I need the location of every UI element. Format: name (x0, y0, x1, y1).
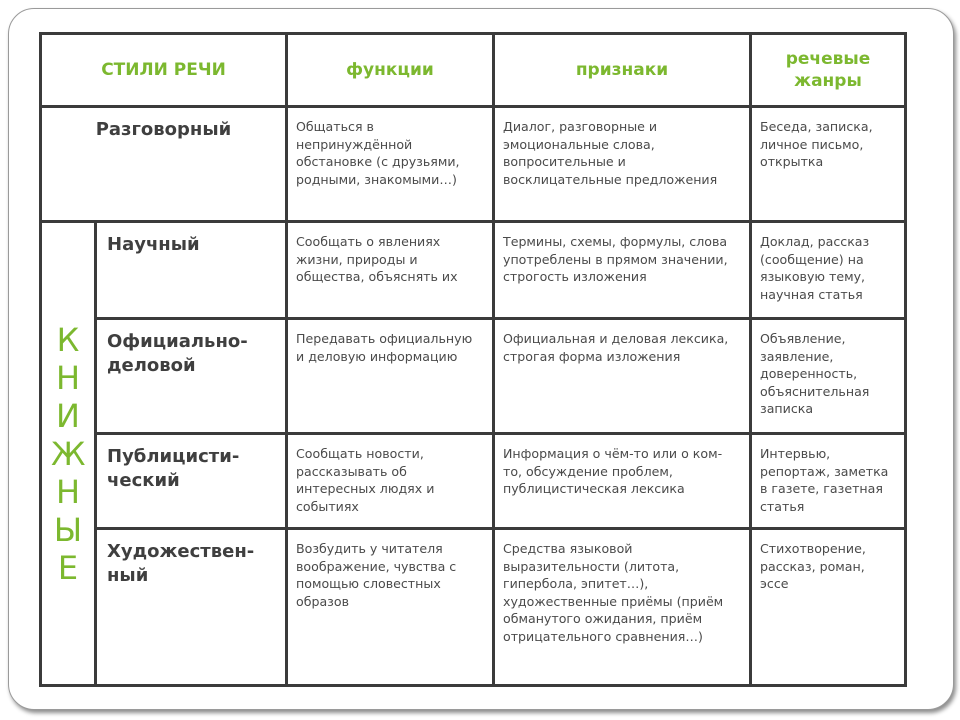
header-features: признаки (495, 35, 749, 105)
style-colloquial: Разговорный (42, 108, 285, 220)
features-colloquial: Диалог, разговорные и эмоциональные слова, вопросительные и восклицательные предложения (495, 108, 749, 220)
genres-official: Объявление, заявление, доверенность, объяснительная записка (752, 320, 904, 432)
header-functions: функции (288, 35, 492, 105)
function-colloquial: Общаться в непринуждённой обстановке (с друзьями, родными, знакомыми…) (288, 108, 492, 220)
style-literary: Художествен-ный (97, 530, 285, 684)
genres-publicistic: Интервью, репортаж, заметка в газете, газетная статья (752, 435, 904, 527)
bookish-label-text: КНИЖНЫЕ (51, 320, 86, 587)
function-publicistic: Сообщать новости, рассказывать об интересных людях и событиях (288, 435, 492, 527)
genres-colloquial: Беседа, записка, личное письмо, открытка (752, 108, 904, 220)
features-literary: Средства языковой выразительности (литота, гипербола, эпитет…), художественные приёмы (приём обманутого ожидания, приём отрицательного сравнения…) (495, 530, 749, 684)
speech-styles-table (39, 32, 907, 687)
header-styles: СТИЛИ РЕЧИ (42, 35, 285, 105)
genres-scientific: Доклад, рассказ (сообщение) на языковую тему, научная статья (752, 223, 904, 317)
features-official: Официальная и деловая лексика, строгая форма изложения (495, 320, 749, 432)
function-official: Передавать официальную и деловую информацию (288, 320, 492, 432)
features-scientific: Термины, схемы, формулы, слова употреблены в прямом значении, строгость изложения (495, 223, 749, 317)
function-literary: Возбудить у читателя воображение, чувства с помощью словестных образов (288, 530, 492, 684)
function-scientific: Сообщать о явлениях жизни, природы и общества, объяснять их (288, 223, 492, 317)
header-genres: речевые жанры (752, 35, 904, 105)
style-scientific: Научный (97, 223, 285, 317)
genres-literary: Стихотворение, рассказ, роман, эссе (752, 530, 904, 684)
style-official: Официально-деловой (97, 320, 285, 432)
bookish-styles-label (42, 223, 94, 684)
features-publicistic: Информация о чём-то или о ком-то, обсуждение проблем, публицистическая лексика (495, 435, 749, 527)
style-publicistic: Публицисти-ческий (97, 435, 285, 527)
